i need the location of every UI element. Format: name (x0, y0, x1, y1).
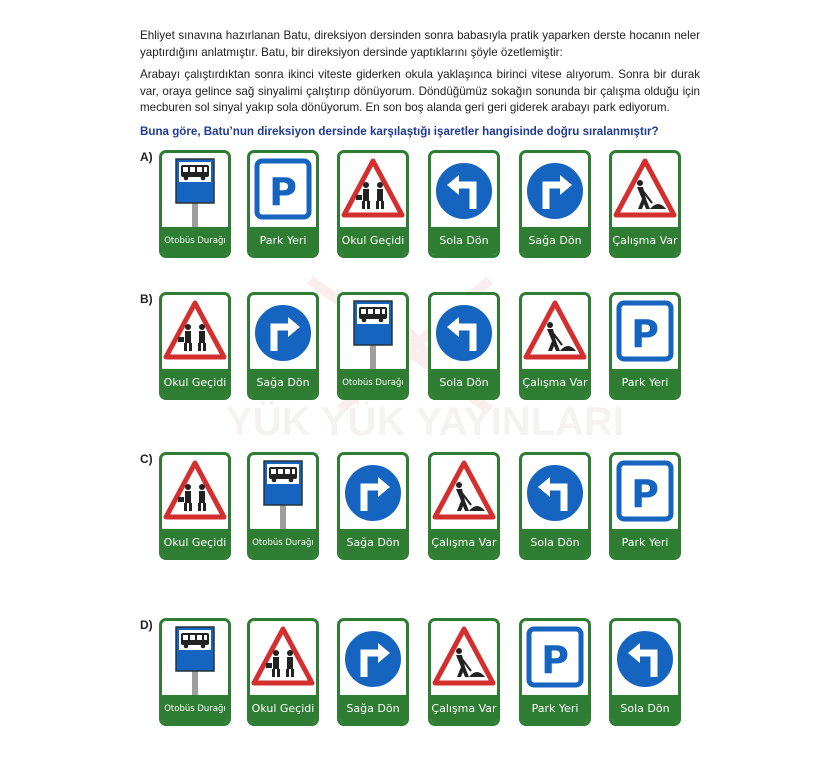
sign-card-left (519, 452, 591, 560)
svg-text:YÜK YÜK YAYINLARI: YÜK YÜK YAYINLARI (226, 400, 624, 444)
roadwork-sign-icon (431, 455, 497, 533)
sign-card-school (247, 618, 319, 726)
sign-caption: Sola Dön (612, 695, 678, 723)
svg-text:P: P (631, 472, 659, 516)
school-crossing-sign-icon (250, 621, 316, 699)
sign-caption: Otobüs Durağı (250, 529, 316, 557)
sign-card-school (159, 292, 231, 400)
sign-card-left (428, 150, 500, 258)
sign-caption: Okul Geçidi (250, 695, 316, 723)
sign-caption: Sağa Dön (250, 369, 316, 397)
turn-left-sign-icon (612, 621, 678, 699)
sign-card-right (519, 150, 591, 258)
parking-sign-icon (522, 621, 588, 699)
sign-caption: Çalışma Var (431, 695, 497, 723)
sign-caption: Sağa Dön (340, 695, 406, 723)
sign-card-school (159, 452, 231, 560)
svg-text:P: P (269, 170, 297, 214)
intro-paragraph: Ehliyet sınavına hazırlanan Batu, direksiyon dersinden sonra babasıyla pratik yaparken derste hocanın neler yaptırdığını anlatmıştır. Batu, bir direksiyon dersinde yaptıklarını şöyle özetlemiştir: (140, 29, 700, 59)
option-label[interactable]: C) (140, 452, 153, 466)
sign-card-work (519, 292, 591, 400)
school-crossing-sign-icon (162, 295, 228, 373)
turn-right-sign-icon (340, 455, 406, 533)
sign-card-work (428, 618, 500, 726)
parking-sign-icon (612, 455, 678, 533)
option-label[interactable]: A) (140, 150, 153, 164)
sign-caption: Sola Dön (522, 529, 588, 557)
turn-right-sign-icon (250, 295, 316, 373)
svg-text:P: P (631, 312, 659, 356)
sign-card-park (247, 150, 319, 258)
parking-sign-icon (612, 295, 678, 373)
option-label[interactable]: B) (140, 292, 153, 306)
sign-card-bus (247, 452, 319, 560)
sign-caption: Otobüs Durağı (162, 227, 228, 255)
sign-card-bus (159, 618, 231, 726)
turn-right-sign-icon (522, 153, 588, 231)
sign-caption: Sağa Dön (522, 227, 588, 255)
sign-card-school (337, 150, 409, 258)
sign-caption: Otobüs Durağı (340, 369, 406, 397)
sign-caption: Park Yeri (612, 529, 678, 557)
sign-caption: Okul Geçidi (162, 529, 228, 557)
sign-caption: Çalışma Var (431, 529, 497, 557)
sign-caption: Sağa Dön (340, 529, 406, 557)
turn-right-sign-icon (340, 621, 406, 699)
school-crossing-sign-icon (162, 455, 228, 533)
sign-card-park (609, 292, 681, 400)
sign-card-right (247, 292, 319, 400)
turn-left-sign-icon (522, 455, 588, 533)
parking-sign-icon (250, 153, 316, 231)
sign-caption: Okul Geçidi (162, 369, 228, 397)
bus-stop-sign-icon (250, 455, 316, 533)
sign-card-bus (159, 150, 231, 258)
bus-stop-sign-icon (162, 153, 228, 231)
school-crossing-sign-icon (340, 153, 406, 231)
turn-left-sign-icon (431, 153, 497, 231)
sign-card-right (337, 618, 409, 726)
roadwork-sign-icon (612, 153, 678, 231)
turn-left-sign-icon (431, 295, 497, 373)
svg-text:P: P (541, 638, 569, 682)
sign-card-work (609, 150, 681, 258)
roadwork-sign-icon (522, 295, 588, 373)
sign-card-park (519, 618, 591, 726)
sign-caption: Otobüs Durağı (162, 695, 228, 723)
sign-caption: Sola Dön (431, 227, 497, 255)
sign-card-left (609, 618, 681, 726)
sign-caption: Çalışma Var (522, 369, 588, 397)
story-paragraph: Arabayı çalıştırdıktan sonra ikinci viteste giderken okula yaklaşınca birinci vitese alıyorum. Sonra bir durak var, oraya gelince sağ sinyalimi çalıştırıp dönüyorum. Döndüğümüz sokağın sonunda bir çalışma olduğu için mecburen sol sinyal yakıp sola dönüyorum. En son boş alanda geri geri giderek arabayı park ediyorum. (140, 68, 700, 114)
sign-card-bus (337, 292, 409, 400)
bus-stop-sign-icon (162, 621, 228, 699)
option-label[interactable]: D) (140, 618, 153, 632)
sign-caption: Okul Geçidi (340, 227, 406, 255)
sign-caption: Park Yeri (250, 227, 316, 255)
roadwork-sign-icon (431, 621, 497, 699)
bus-stop-sign-icon (340, 295, 406, 373)
sign-caption: Park Yeri (522, 695, 588, 723)
sign-caption: Sola Dön (431, 369, 497, 397)
sign-card-left (428, 292, 500, 400)
sign-caption: Çalışma Var (612, 227, 678, 255)
sign-card-work (428, 452, 500, 560)
sign-card-right (337, 452, 409, 560)
question-text: Buna göre, Batu’nun direksiyon dersinde karşılaştığı işaretler hangisinde doğru sıralanmıştır? (140, 125, 659, 138)
sign-caption: Park Yeri (612, 369, 678, 397)
sign-card-park (609, 452, 681, 560)
